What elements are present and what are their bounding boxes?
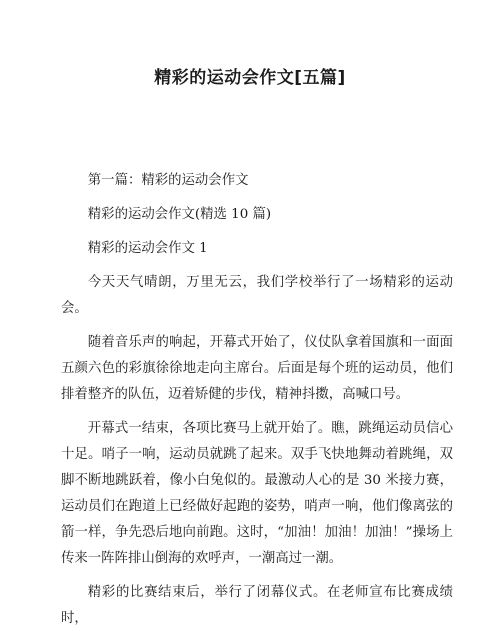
- section-heading: 第一篇：精彩的运动会作文: [87, 173, 249, 188]
- document-body: [61, 168, 453, 640]
- body-paragraph: 今天天气晴朗，万里无云，我们学校举行了一场精彩的运动会。: [61, 275, 453, 316]
- body-paragraph: 随着音乐声的响起，开幕式开始了，仪仗队拿着国旗和一面面五颜六色的彩旗徐徐地走向主席台。后面是每个班的运动员，他们排着整齐的队伍，迈着矫健的步伐，精神抖擞，高喊口号。: [61, 335, 453, 402]
- essay-title: 精彩的运动会作文 1: [87, 241, 208, 256]
- essay-collection-title: 精彩的运动会作文(精选 10 篇): [87, 207, 272, 222]
- document-title: 精彩的运动会作文[五篇]: [154, 68, 346, 88]
- body-paragraph: 精彩的比赛结束后，举行了闭幕仪式。在老师宣布比赛成绩时，: [61, 585, 453, 626]
- body-paragraph: 开幕式一结束，各项比赛马上就开始了。瞧，跳绳运动员信心十足。哨子一响，运动员就跳了起来。双手飞快地舞动着跳绳，双脚不断地跳跃着，像小白兔似的。最激动人心的是 30 米接力赛，运动员们在跑道上已经做好起跑的姿势，哨声一响，他们像离弦的箭一样，争先恐后地向前跑。这时，“加油！加油！加油！”操场上传来一阵阵排山倒海的欢呼声，一潮高过一潮。: [61, 421, 453, 566]
